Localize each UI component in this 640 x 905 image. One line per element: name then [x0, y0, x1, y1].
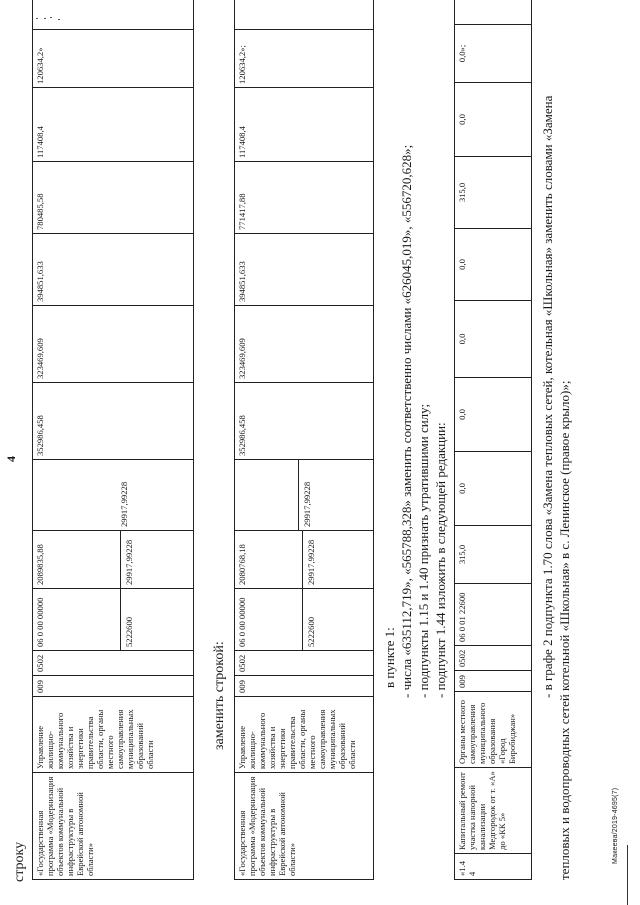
page-number: 4 [4, 456, 18, 462]
cell-total [33, 531, 194, 589]
value-2018: 29917,99228 [119, 481, 130, 527]
cell-2022: 780485,58 [33, 162, 194, 234]
value-2019: 352986,458 [237, 415, 247, 456]
cell-executor: Управление жилищно-коммунального хозяйства и энергетики правительства области, органы местного самоуправления муниципальных образований области [235, 697, 374, 773]
text-line-3: - подпункты 1.15 и 1.40 признать утратившими силу; [416, 403, 431, 698]
cell-2022: 771417,88 [235, 162, 374, 234]
csr-bottom: 5222600 [120, 589, 137, 650]
cell-program-name: «Государственная программа «Модернизация объектов коммунальной инфраструктуры в Еврейской автономной области» [235, 773, 374, 880]
before-label: строку [12, 841, 27, 882]
cell-2024: 120634,2»; [235, 30, 374, 88]
csr-bottom: 5222600 [302, 589, 319, 650]
cell-2021: 394851,633 [33, 234, 194, 306]
cell-2020: 323469,609 [33, 306, 194, 383]
cell-2018: 0,0 [455, 452, 532, 526]
footer-id: Макеева/2019-4695(7) [612, 787, 619, 864]
rotated-sheet [0, 2, 640, 902]
cell-code-rzpr: 0502 [33, 651, 194, 676]
table-item-1-44 [454, 0, 532, 880]
cell-item-number: «1.44 [455, 854, 532, 880]
cell-2021: 0,0 [455, 229, 532, 301]
cell-item-name: Капитальный ремонт участка напорной канализации Медгородок от т. «А» до «КК 5» [455, 768, 532, 854]
cell-code-rzpr: 0502 [235, 651, 374, 676]
cell-2020: 323469,609 [235, 306, 374, 383]
cell-code-csr: 06 0 01 22600 [455, 584, 532, 646]
value-2018: 29917,99228 [298, 460, 315, 530]
total-top: 2080768,18 [237, 544, 247, 585]
cell-executor: Управление жилищно-коммунального хозяйства и энергетики правительства области, органы местного самоуправления муниципальных образований области [33, 697, 194, 773]
cell-2023: 117408,4 [235, 88, 374, 162]
cell-code-grbs: 009 [235, 676, 374, 697]
cell-code-rzpr: 0502 [455, 646, 532, 671]
cell-2024: 0,0»; [455, 25, 532, 83]
value-2019: 352986,458 [35, 415, 45, 456]
cell-2018 [33, 383, 194, 531]
cell-code-csr [235, 589, 374, 651]
cell-code-csr [33, 589, 194, 651]
total-top: 2089835,88 [35, 544, 45, 585]
cell-total: 315,0 [455, 526, 532, 584]
table-replacement-row [234, 0, 374, 880]
cell-2024: 120634,2» [33, 30, 194, 88]
cell-2022: 315,0 [455, 157, 532, 229]
cell-2021: 394851,633 [235, 234, 374, 306]
cell-2023: 0,0 [455, 83, 532, 157]
cell-program-name: «Государственная программа «Модернизация объектов коммунальной инфраструктуры в Еврейской автономной области» [33, 773, 194, 880]
replace-label: заменить строкой: [212, 641, 227, 750]
text-line-5: - в графе 2 подпункта 1.70 слова «Замена тепловых сетей, котельная «Школьная» заменить словами «Замена [540, 95, 555, 698]
text-line-4: - подпункт 1.44 изложить в следующей редакции: [433, 422, 448, 698]
text-line-2: - числа «635112,719», «565788,328» заменить соответственно числами «626045,019», «556720,628»; [399, 144, 414, 698]
cell-2019: 0,0 [455, 378, 532, 452]
text-line-1: в пункте 1: [382, 627, 397, 688]
cell-total [235, 531, 374, 589]
cell-item-executor: Органы местного самоуправления муниципального образования «Город Биробиджан» [455, 692, 532, 768]
table-original-row [32, 0, 194, 880]
total-bottom: 29917,99228 [120, 531, 137, 588]
csr-top: 06 0 00 00000 [237, 597, 247, 647]
cell-2020: 0,0 [455, 301, 532, 378]
cell-2023: 117408,4 [33, 88, 194, 162]
cell-code-grbs: 009 [455, 671, 532, 692]
csr-top: 06 0 00 00000 [35, 597, 45, 647]
text-line-6: тепловых и водопроводных сетей котельной «Школьная» в с. Ленинское (правое крыло)»; [557, 380, 572, 880]
cell-2018 [235, 383, 374, 531]
cell-code-grbs: 009 [33, 676, 194, 697]
total-bottom: 29917,99228 [302, 531, 319, 588]
